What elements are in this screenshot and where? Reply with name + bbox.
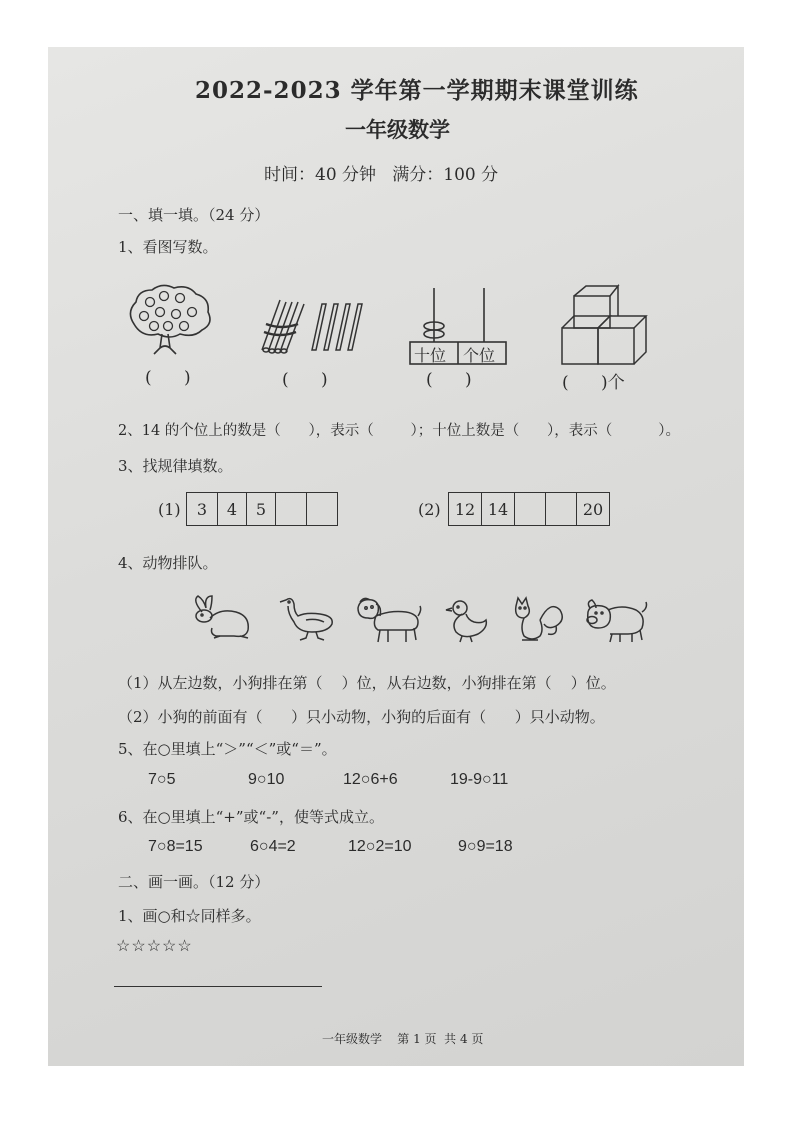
- seq1-answer-cell[interactable]: [276, 493, 307, 525]
- seq2-label: (2): [418, 500, 441, 519]
- section2-q1-label: 1、画○和☆同样多。: [118, 907, 261, 925]
- q5-item[interactable]: 9○10: [248, 771, 285, 788]
- q6-item[interactable]: 9○9=18: [458, 838, 513, 855]
- sequence-box-2: [448, 492, 610, 526]
- squirrel-icon: [510, 596, 566, 644]
- abacus-tens-label: 十位: [414, 346, 447, 365]
- stars-row: ☆☆☆☆☆: [116, 936, 193, 955]
- q6-label: 6、在○里填上“+”或“-”，使等式成立。: [118, 808, 384, 826]
- exam-title: 2022-2023 学年第一学期期末课堂训练: [195, 77, 639, 104]
- section2-title: 二、画一画。（12 分）: [118, 873, 270, 891]
- pig-icon: [582, 598, 648, 644]
- q4-label: 4、动物排队。: [118, 554, 218, 572]
- stick-bundle-icon: [258, 296, 368, 356]
- seq2-cell: 14: [482, 493, 515, 525]
- sequence-box-1: [186, 492, 338, 526]
- exam-time-info: 时间：40 分钟 满分：100 分: [264, 165, 499, 185]
- dog-icon: [354, 596, 422, 644]
- q5-label: 5、在○里填上“＞”“＜”或“＝”。: [118, 740, 337, 758]
- seq2-cell: 12: [449, 493, 482, 525]
- q1-answer-tree[interactable]: ( ): [145, 368, 191, 388]
- seq1-cell: 5: [247, 493, 276, 525]
- answer-line[interactable]: [114, 986, 322, 987]
- seq1-answer-cell[interactable]: [307, 493, 337, 525]
- chick-icon: [442, 598, 490, 644]
- q1-answer-abacus[interactable]: ( ): [426, 370, 472, 390]
- q6-item[interactable]: 12○2=10: [348, 838, 412, 855]
- q1-label: 1、看图写数。: [118, 238, 218, 256]
- seq1-cell: 3: [187, 493, 218, 525]
- apple-tree-icon: [124, 284, 214, 358]
- q1-answer-cubes[interactable]: ( )个: [562, 373, 625, 393]
- goose-icon: [276, 594, 336, 640]
- q3-label: 3、找规律填数。: [118, 457, 233, 475]
- page-footer: 一年级数学 第 1 页 共 4 页: [322, 1032, 484, 1046]
- seq2-answer-cell[interactable]: [515, 493, 546, 525]
- q4-line2: （2）小狗的前面有（ ）只小动物，小狗的后面有（ ）只小动物。: [118, 708, 605, 726]
- section1-title: 一、填一填。（24 分）: [118, 206, 270, 224]
- abacus-ones-label: 个位: [463, 346, 496, 365]
- q6-item[interactable]: 7○8=15: [148, 838, 203, 855]
- q4-line1: （1）从左边数，小狗排在第（ ）位，从右边数，小狗排在第（ ）位。: [118, 674, 616, 692]
- q5-item[interactable]: 12○6+6: [343, 771, 398, 788]
- q6-item[interactable]: 6○4=2: [250, 838, 296, 855]
- cubes-icon: [560, 284, 644, 366]
- seq1-cell: 4: [218, 493, 247, 525]
- q1-answer-sticks[interactable]: ( ): [282, 370, 328, 390]
- seq2-answer-cell[interactable]: [546, 493, 577, 525]
- q5-item[interactable]: 19-9○11: [450, 771, 509, 788]
- q5-item[interactable]: 7○5: [148, 771, 176, 788]
- seq2-cell: 20: [582, 499, 604, 519]
- rabbit-icon: [190, 594, 254, 640]
- seq1-label: (1): [158, 500, 181, 519]
- q2-text: 2、14 的个位上的数是（ ），表示（ ）；十位上数是（ ），表示（ ）。: [118, 423, 681, 439]
- exam-subject: 一年级数学: [345, 117, 450, 142]
